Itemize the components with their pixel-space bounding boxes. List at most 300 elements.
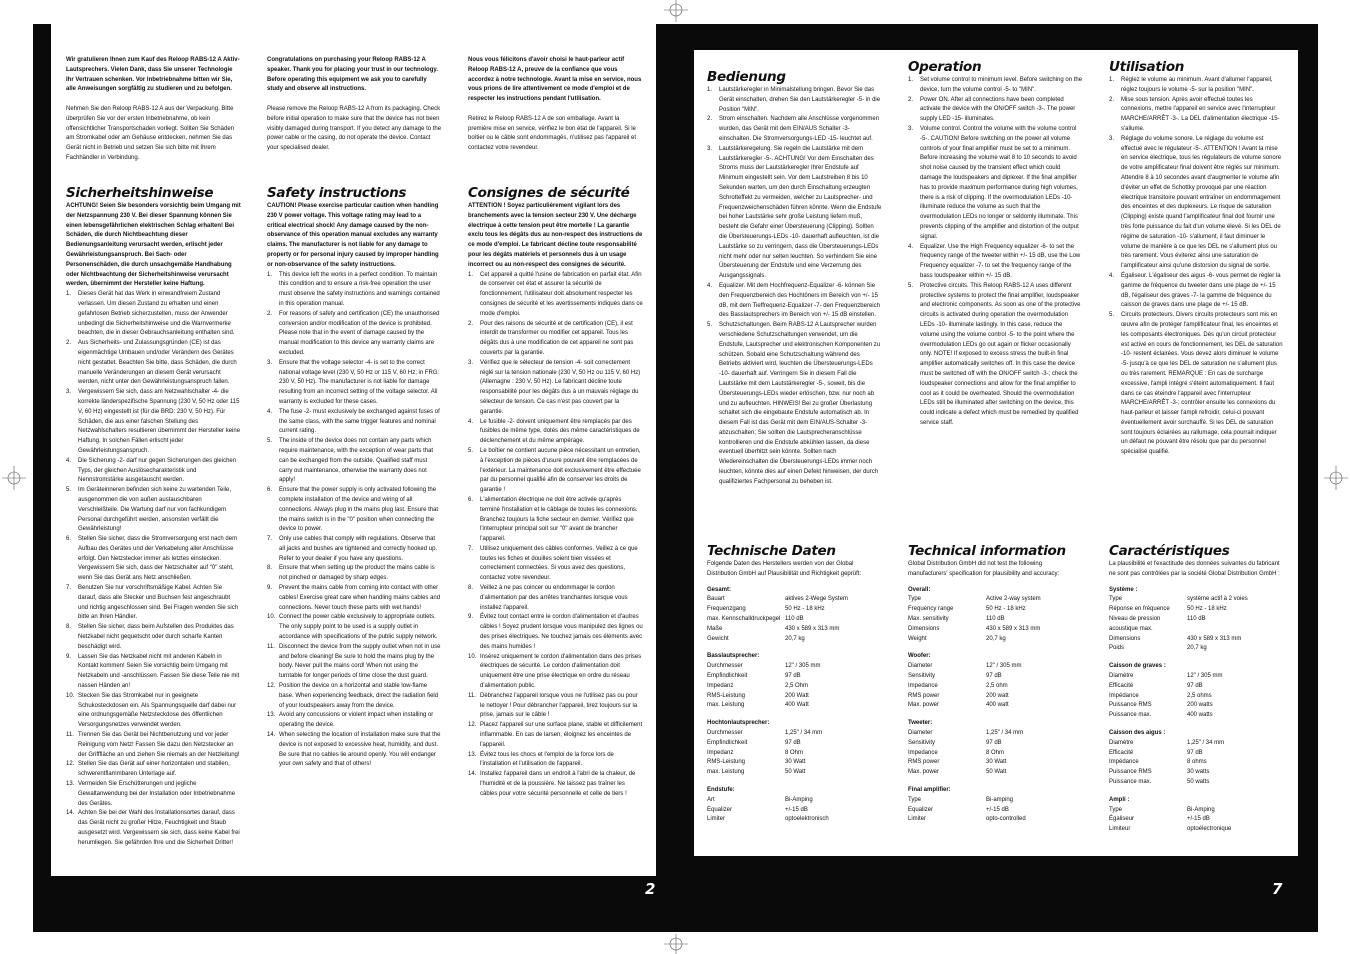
spec-label: Sensitivity [908,672,936,679]
list-item-number: 11. [267,643,275,650]
specs-french-table [1109,586,1284,835]
spec-row [707,635,882,645]
spec-value: 110 dB [1187,615,1206,622]
spec-row [908,682,1083,692]
spec-group-title: Caisson de graves : [1109,663,1166,670]
list-item [66,692,241,731]
spec-value: 30 watts [1187,769,1210,776]
list-item-number: 2. [267,310,273,317]
list-item-text: Connect the power cable exclusively to appropriate outlets. The only supply point to be used is a supply outlet in accordance with specifications of the public supply network. [279,614,438,641]
list-item-number: 8. [267,565,273,572]
list-item [66,388,241,457]
list-item-text: Ensure that the voltage selector -4- is set to the correct national voltage level (230 V, 50 Hz or 115 V, 60 Hz; in FRG: 230 V, 50 Hz). The manufacturer is not liable for damage resulting from an incorrect setting of the voltage selector. All warranty is excluded for these cases. [279,359,440,405]
list-item [267,437,442,486]
spec-row [1109,692,1284,702]
spec-row [707,796,882,806]
list-item-text: The inside of the device does not contain any parts which require maintenance, with the exception of wear parts that can be exchanged from the outside. Qualified staff must carry out maintenance, otherwise the warranty does not apply! [279,438,434,484]
list-item [468,320,643,359]
frame-left-bar [33,24,51,932]
list-item-text: Le boîtier ne contient aucune pièce nécessitant un entretien, à l'exception de pièces d'usure pouvant être remplacées de l'extérieur. La maintenance doit exclusivement être effectuée par du personnel qualifié afin de conserver les droits de garantie ! [480,447,641,494]
intro-german-lead: Wir gratulieren Ihnen zum Kauf des Reloop RABS-12 A Aktiv-Lautsprechers. Vielen Dank, dass Sie unserer Technologie Ihr Vertrauen schenken. Vor Inbetriebnahme bitten wir Sie, alle Anweisungen sorgfältig zu studieren und zu befolgen. [66,57,240,93]
list-item [468,496,643,545]
list-item-number: 2. [1109,96,1115,103]
list-item [1109,135,1284,272]
spec-row [908,796,1083,806]
safety-french-title: Consignes de sécurité [468,185,630,201]
spec-label: Dimensions [908,625,940,632]
list-item-number: 4. [468,418,474,425]
list-item-number: 12. [66,761,75,768]
list-item-number: 12. [267,683,276,690]
spec-value: +/-15 dB [785,806,808,813]
spec-row [1109,711,1284,721]
spec-value: 2,5 ohm [986,682,1008,689]
spec-group-title: Tweeter: [908,720,933,727]
list-item-number: 5. [1109,312,1115,319]
spec-row [1109,778,1284,788]
list-item-number: 5. [267,438,273,445]
list-item-text: Strom einschalten. Nachdem alle Anschlüsse vorgenommen wurden, das Gerät mit dem EIN/AUS Schalter -3- einschalten. Die Stromversorgungs-LED -15- leuchtet auf. [719,116,880,142]
list-item-text: Vérifiez que le sélecteur de tension -4- soit correctement réglé sur la tension nationale (230 V, 50 Hz ou 115 V, 60 Hz) (Allemagne : 230 V, 50 Hz). Le fabricant décline toute responsabilité pour les dégâts dus à un mauvais réglage du sélecteur de tension. Ce cas n'est pas couvert par la garantie. [480,359,641,415]
spec-value: 50 Watt [785,769,806,776]
spec-value: 110 dB [986,615,1005,622]
spec-label: Empfindlichkeit [707,672,748,679]
list-item-text: Achten Sie bei der Wahl des Installationsortes darauf, dass das Gerät nicht zu großer Hitze, Feuchtigkeit und Staub ausgesetzt wird. Vergewissern sie sich, dass keine Kabel frei herumliegen. Sie gefährden Ihre und die Sicherheit Dritter! [78,810,240,846]
list-item-number: 4. [707,282,713,289]
spec-label: Diameter [908,729,933,736]
list-item [267,643,442,682]
list-item-number: 4. [267,408,273,415]
spec-row [707,595,882,605]
spec-label: Limiter [908,816,927,823]
spec-row [707,739,882,749]
registration-mark-right [1324,466,1348,490]
list-item [468,359,643,418]
list-item-text: Cet appareil a quitté l'usine de fabrication en parfait état. Afin de conserver cet état et assurer la sécurité de fonctionnement, l'utilisateur doit absolument respecter les consignes de sécurité et les avertissements indiqués dans ce mode d'emploi. [480,271,643,317]
list-item-number: 8. [468,585,474,592]
spec-label: Impedance [908,682,938,689]
spec-group [707,786,882,825]
operation-english-title: Operation [908,59,982,75]
spec-value: 430 x 589 x 313 mm [785,625,840,632]
list-item-text: Stellen Sie sicher, dass beim Aufstellen des Produktes das Netzkabel nicht gequetscht oder durch scharfe Kanten beschädigt wird. [78,624,234,650]
list-item-text: Im Geräteinneren befinden sich keine zu wartenden Teile, ausgenommen die von außen austauschbaren Verschleißteile. Die Wartung darf nur von fachkundigem Personal durchgeführt werden, ansonsten verfällt die Gewährleistung! [78,487,231,533]
list-item [468,692,643,721]
list-item-number: 1. [66,291,72,298]
list-item [707,115,882,144]
spec-group [707,652,882,711]
spec-value: 20,7 kg [986,635,1006,642]
registration-mark-top [664,0,688,22]
spec-value: 2,5 Ohm [785,682,809,689]
spec-row [707,815,882,825]
spec-label: Poids [1109,645,1125,652]
spec-group [908,719,1083,778]
spec-label: Equalizer [908,806,934,813]
spec-group-title: Overall: [908,586,931,593]
list-item-number: 7. [66,585,72,592]
spec-value: 430 x 589 x 313 mm [986,625,1041,632]
list-item [267,711,442,731]
spec-value: 50 watts [1187,778,1210,785]
list-item-number: 5. [468,447,474,454]
list-item-number: 2. [908,96,914,103]
list-item [908,282,1083,429]
list-item-text: Lautstärkeregler in Minimalstellung bringen. Bevor Sie das Gerät einschalten, drehen Sie den Lautstärkeregler -5- in die Position "MIN". [719,87,881,113]
specs-french-note: La plausibilité et l'exactitude des données suivantes du fabricant ne sont pas contrôlées par la société Global Distribution GmbH : [1109,561,1280,577]
list-item [468,271,643,320]
list-item-text: Pour des raisons de sécurité et de certification (CE), il est interdit de transformer ou modifier cet appareil. Tous les dégâts dus à une modification de cet appareil ne sont pas couverts par la garantie. [480,320,634,356]
spec-group-title: Basslautsprecher: [707,653,760,660]
spec-label: Type [1109,596,1123,603]
frame-right-bottom-bar [656,856,1318,932]
spec-value: 97 dB [986,672,1002,679]
operation-german-list [707,86,882,488]
spec-row [908,758,1083,768]
spec-row [908,701,1083,711]
spec-row [1109,635,1284,645]
list-item-text: Dieses Gerät hat das Werk in einwandfreiem Zustand verlassen. Um diesen Zustand zu erhalten und einen gefahrlosen Betrieb sicherzustellen, muss der Anwender unbedingt die Sicherheitshinweise und die Warnvermerke beachten, die in dieser Gebrauchsanleitung enthalten sind. [78,291,235,337]
list-item-number: 11. [468,692,476,699]
list-item-number: 2. [66,340,72,347]
list-item-text: Avoid any concussions or violent impact when installing or operating the device. [279,712,434,729]
list-item-text: Trennen Sie das Gerät bei Nichtbenutzung und vor jeder Reinigung vom Netz! Fassen Sie dazu den Netzstecker an der Grifffläche an und ziehen Sie niemals an der Netzleitung! [78,732,240,758]
spec-value: 8 Ohm [785,749,804,756]
spec-row [1109,825,1284,835]
spec-label: Impédance [1109,692,1139,699]
spec-row [707,625,882,635]
safety-german-list [66,290,241,848]
list-item-number: 9. [267,585,273,592]
spec-value: système actif à 2 voies [1187,596,1248,603]
list-item-text: Insérez uniquement le cordon d'alimentation dans des prises électriques de sécurité. Le cordon d'alimentation doit uniquement être une prise électrique en ordre du réseau d'alimentation public. [480,653,642,690]
list-item-number: 10. [468,653,477,660]
list-item [468,653,643,692]
spec-label: Frequency range [908,606,954,613]
frame-gutter [656,24,694,932]
spec-label: Durchmesser [707,729,743,736]
spec-label: Empfindlichkeit [707,739,748,746]
spec-label: Dimensions [1109,635,1141,642]
spec-row [1109,644,1284,654]
spec-value: 20,7 kg [1187,645,1207,652]
spec-group-title: Hochtonlautsprecher: [707,720,770,727]
list-item [66,731,241,760]
spec-label: Impedanz [707,749,734,756]
safety-english-list [267,271,442,771]
list-item [66,457,241,486]
list-item-text: Égaliseur. L'égaliseur des aigus -6- vous permet de régler la gamme de fréquence du tweeter dans une plage de +/- 15 dB, l'égaliseur des graves -7- la gamme de fréquence du caisson de graves dans une plage de +/- 15 dB. [1121,272,1281,309]
list-item [908,96,1083,125]
list-item-text: Mise sous tension. Après avoir effectué toutes les connexions, mettre l'appareil en service avec l'interrupteur MARCHE/ARRÊT -3-. La DEL d'alimentation électrique -15- s'allume. [1121,96,1280,132]
spec-row [1109,749,1284,759]
list-item-text: Only use cables that comply with regulations. Observe that all jacks and bushes are tightened and correctly hooked up. Refer to your dealer if you have any questions. [279,536,438,562]
spec-group [908,586,1083,645]
spec-group-title: Woofer: [908,653,931,660]
list-item-text: For reasons of safety and certification (CE) the unauthorised conversion and/or modification of the device is prohibited. Please note that in the event of damage caused by the manual modification to this device any warranty claims are excluded. [279,310,440,356]
spec-label: Frequenzgang [707,606,746,613]
spec-label: max. Leistung [707,769,745,776]
safety-english-warning: CAUTION! Please exercise particular caution when handling 230 V power voltage. This voltage rating may lead to a critical electrical shock! Any damage caused by the non-observance of this operation manual excludes any warranty claims. The manufacturer is not liable for any damage to property or for personal injury caused by improper handling or non-observance of the safety instructions. [267,203,439,268]
safety-french-list [468,271,643,800]
spec-value: opto-controlled [986,816,1026,823]
list-item-text: L'alimentation électrique ne doit être activée qu'après terminé l'installation et le câblage de toutes les connexions. Branchez toujours la fiche secteur en dernier. Vérifiez que l'interrupteur principal soit sur "0" avant de brancher l'appareil. [480,496,638,543]
safety-english [267,186,442,836]
list-item-text: Évitez tous les chocs et l'emploi de la force lors de l'installation et l'utilisation de l'appareil. [480,751,614,768]
list-item-number: 6. [267,487,273,494]
list-item-text: Ensure that the power supply is only activated following the complete installation of the device and wiring of all connections. Always plug in the mains plug last. Ensure that the mains switch is in the "0" position when connecting the device to power. [279,487,439,533]
list-item [267,408,442,437]
list-item-number: 3. [468,359,474,366]
spec-label: Efficacité [1109,749,1134,756]
intro-english-lead: Congratulations on purchasing your Reloop RABS-12 A speaker. Thank you for placing your trust in our technology. Before operating this equipment we ask you to carefully study and observe all instructions. [267,57,438,93]
specs-english [908,544,1083,848]
safety-english-title: Safety instructions [267,185,407,201]
list-item [267,535,442,564]
list-item-text: This device left the works in a perfect condition. To maintain this condition and to ensure a risk-free operation the user must observe the safety instructions and warnings contained in this operation manual. [279,271,440,307]
list-item-number: 9. [468,614,474,621]
spec-row [707,692,882,702]
list-item-number: 12. [468,722,477,729]
list-item-number: 13. [468,751,477,758]
spec-value: 2,5 ohms [1187,692,1212,699]
spec-label: Max. sensitivity [908,615,949,622]
spec-row [1109,615,1284,635]
spec-row [908,749,1083,759]
list-item [267,731,442,770]
specs-french-title: Caractéristiques [1109,543,1230,559]
list-item-number: 14. [468,771,477,778]
spec-row [908,806,1083,816]
spec-row [908,605,1083,615]
spec-row [707,672,882,682]
list-item-number: 10. [66,692,75,699]
spec-group-title: Système : [1109,586,1138,593]
list-item-text: Benutzen Sie nur vorschriftsmäßige Kabel. Achten Sie darauf, dass alle Stecker und Buchsen fest angeschraubt und richtig angeschlossen sind. Bei Fragen wenden Sie sich bitte an Ihren Händler. [78,585,239,621]
list-item-number: 3. [66,389,72,396]
spec-row [1109,672,1284,682]
list-item-text: Position the device on a horizontal and stable low-flame base. When experiencing feedback, direct the radiation field of your loudspeakers away from the device. [279,683,439,709]
list-item-text: Utilisez uniquement des câbles conformes. Veillez à ce que toutes les fiches et douilles soient bien vissées et correctement connectées. Si vous avez des questions, contactez votre revendeur. [480,545,638,582]
list-item-number: 3. [707,145,713,152]
spec-row [908,595,1083,605]
list-item [267,310,442,359]
spec-label: Impedanz [707,682,734,689]
list-item-number: 8. [66,624,72,631]
list-item-number: 5. [707,322,713,329]
list-item [66,760,241,780]
spec-row [908,625,1083,635]
spec-value: 1,25" / 34 mm [986,729,1024,736]
spec-value: +/-15 dB [986,806,1009,813]
list-item [468,545,643,584]
intro-english [267,56,442,168]
list-item-text: Ensure that when setting up the product the mains cable is not pinched or damaged by sharp edges. [279,565,435,582]
spec-value: 8 Ohm [986,749,1005,756]
spec-value: 30 Watt [986,759,1007,766]
list-item-text: Veillez à ne pas coincer ou endommager le cordon d'alimentation par des arrêtes tranchantes lorsque vous installez l'appareil. [480,585,628,611]
spec-value: 1,25" / 34 mm [785,729,823,736]
list-item-number: 6. [468,496,474,503]
spec-label: Weight [908,635,927,642]
list-item-number: 1. [707,87,713,93]
spec-row [908,815,1083,825]
list-item-number: 14. [66,810,75,817]
registration-mark-left [2,466,26,490]
list-item [468,751,643,771]
operation-english [908,60,1083,526]
specs-english-note: Global Distribution GmbH did not test the following manufacturers' specification for plausibility and accuracy: [908,561,1060,577]
list-item-number: 1. [908,77,914,83]
spec-label: Puissance RMS [1109,702,1152,709]
list-item-number: 6. [66,536,72,543]
operation-french-list [1109,76,1284,458]
spec-label: Bauart [707,596,725,603]
list-item-text: Vergewissern Sie sich, dass am Netzwahlschalter -4- die korrekte länderspezifische Spannung (230 V, 50 Hz oder 115 V, 60 Hz) eingestellt ist (für die BRD: 230 V, 50 Hz). Für Schäden, die aus einer falschen Stellung des Netzwahlschalters resultieren übernimmt der Hersteller keine Haftung. In solchen Fällen erlischt jeder Gewährleistungsanspruch. [78,389,241,454]
list-item [468,770,643,799]
list-item-text: Equalizer. Mit dem Hochfrequenz-Equalizer -6- können Sie den Frequenzbereich des Hochtöners im Bereich von +/- 15 dB, mit dem Tieffrequenz-Equalizer -7- den Frequenzbereich des Basslautsprechers im Bereich von +/- 15 dB einstellen. [719,282,880,319]
list-item-number: 2. [707,116,713,123]
spec-row [908,729,1083,739]
spec-row [908,672,1083,682]
operation-german [707,70,882,526]
spec-label: Réponse en fréquence [1109,606,1170,613]
spec-row [1109,768,1284,778]
spec-label: Puissance RMS [1109,769,1152,776]
list-item-text: Installez l'appareil dans un endroit à l'abri de la chaleur, de l'humidité et de la poussière. Ne laissez pas traîner les câbles pour votre sécurité personnelle et celle de tiers ! [480,771,636,797]
spec-label: Diamètre [1109,739,1134,746]
spec-value: optoelektronisch [785,816,829,823]
spec-label: RMS power [908,759,940,766]
spec-row [1109,815,1284,825]
spec-label: Sensitivity [908,739,936,746]
list-item-text: Set volume control to minimum level. Before switching on the device, turn the volume control -5- to "MIN". [920,77,1083,93]
spec-value: 400 Watt [785,702,809,709]
spec-value: 20,7 kg [785,635,805,642]
spec-label: Efficacité [1109,682,1134,689]
spec-group [1109,662,1284,721]
list-item [267,486,442,535]
spec-value: 50 Hz - 18 kHz [1187,606,1227,613]
frame-right-bar [1298,24,1318,932]
list-item-text: Schutzschaltungen. Beim RABS-12 A Lautsprecher wurden verschiedene Schutzschaltungen verwendet, um die Endstufe, Lautsprecher und elektronischen Komponenten zu schützen. Sobald eine Schutzschaltung während des Betriebs aktiviert wird, leuchten die Übersteuerungs-LEDs -10- dauerhaft auf. Verringern Sie in diesem Fall die Lautstärke mit dem Lautstärkeregler -5-, soweit, bis die Übersteuerungs-LEDs wieder erlöschen, bzw. nur noch ab und zu aufleuchten. HINWEIS! Bei zu großer Überlastung schaltet sich die eingebaute Endstufe automatisch ab. In diesem Fall ist das Gerät mit dem EIN/AUS-Schalter -3- abzuschalten; Sie sollten die Lautsprecheranschlüsse kontrollieren und die Endstufe abkühlen lassen, da diese eventuell überhitzt sein könnte. Sollten nach Wiedereinschalten die Übersteuerungs-LEDs immer noch leuchten, könnte dies auf einen Defekt hinweisen, der durch qualifiziertes Fachpersonal zu beheben ist. [719,322,881,485]
list-item [66,623,241,652]
list-item [468,613,643,652]
list-item-text: When selecting the location of installation make sure that the device is not exposed to excessive heat, humidity, and dust. Be sure that no cables lie around openly. You will endanger your own safety and that of others! [279,732,441,768]
list-item-text: Le fusible -2- doivent uniquement être remplacés par des fusibles de même type, dotés des même caractéristiques de déclenchement et du même ampérage. [480,418,640,445]
spec-value: 97 dB [986,739,1002,746]
spec-group [908,786,1083,825]
safety-german-warning: ACHTUNG! Seien Sie besonders vorsichtig beim Umgang mit der Netzspannung 230 V. Bei dieser Spannung können Sie einen lebensgefährlichen elektrischen Schlag erhalten! Bei Schäden, die durch Nichtbeachtung dieser Bedienungsanleitung verursacht werden, erlischt jeder Gewährleistungsanspruch. Bei Sach- oder Personenschäden, die durch unsachgemäße Handhabung oder Nichtbeachtung der Sicherheitshinweise verursacht werden, übernimmt der Hersteller keine Haftung. [66,203,241,288]
list-item [66,290,241,339]
spec-row [1109,701,1284,711]
spec-label: Limiteur [1109,826,1131,833]
spec-row [908,615,1083,625]
spec-row [1109,739,1284,749]
intro-french-lead: Nous vous félicitons d'avoir choisi le haut-parleur actif Reloop RABS-12 A, preuve de la confiance que vous accordez à notre technologie. Avant la mise en service, nous vous prions de lire attentivement ce mode d'emploi et de respecter les instructions pendant l'utilisation. [468,57,642,103]
list-item-text: Protective circuits. This Reloop RABS-12 A uses different protective systems to protect the final amplifier, loudspeaker and electronic components. As soon as one of the protective circuits is activated during operation the overmodulation LEDs -10- illuminate lastingly. In this case, reduce the volume using the volume control -5- to the point where the overmodulation LEDs go out again or flicker occasionally only. NOTE! If exposed to excess stress the built-in final amplifier automatically switches off. In this case the device must be switched off with the ON/OFF switch -3-; check the loudspeaker connections and allow for the final amplifier to cool as it could be overheated. Should the overmodulation LEDs still be illuminated after switching on the device, this could indicate a defect which must be remedied by qualified service staff. [920,282,1081,426]
spec-label: Max. power [908,702,940,709]
spec-value: 200 Watt [785,692,809,699]
operation-french [1109,60,1284,526]
spec-row [908,692,1083,702]
spec-group [1109,796,1284,835]
page-number-right: 7 [1272,880,1283,898]
spec-row [707,662,882,672]
operation-german-title: Bedienung [707,69,786,85]
spec-value: Active 2-way system [986,596,1041,603]
list-item [707,282,882,321]
spec-value: 97 dB [785,739,801,746]
spec-group [707,719,882,778]
spec-group-title: Ampli : [1109,796,1130,803]
list-item-text: Volume control. Control the volume with the volume control -5-. CAUTION! Before switching on the power all volume controls of your final amplifier must be set to a minimum. Before increasing the volume wait 8 to 10 seconds to avoid shot noise caused by the transient effect which could damage the loudspeakers and diplexer. If the final amplifier has to provide maximum performance during high volumes, there is a risk of clipping. If the overmodulation LEDs -10- illuminate reduce the volume as such that the overmodulation LEDs no longer or seldomly illuminate. This prevents clipping of the amplifier and distortion of the output signal. [920,125,1079,240]
list-item [908,243,1083,282]
list-item [468,721,643,750]
list-item [707,321,882,488]
spec-label: Impedance [908,749,938,756]
spec-value: 12" / 305 mm [986,663,1022,670]
list-item-text: The fuse -2- must exclusively be exchanged against fuses of the same class, with the same trigger features and nominal current rating. [279,408,440,435]
list-item-number: 7. [267,536,273,543]
list-item-number: 4. [908,243,914,250]
spec-value: +/-15 dB [1187,816,1210,823]
spec-value: 430 x 589 x 313 mm [1187,635,1242,642]
list-item-number: 3. [267,359,273,366]
spec-row [707,605,882,615]
list-item-number: 4. [66,457,72,464]
spec-value: 400 watt [986,702,1009,709]
spec-label: Type [908,596,922,603]
list-item-text: Stecken Sie das Stromkabel nur in geeignete Schukosteckdosen ein. Als Spannungsquelle darf dabei nur eine ordnungsgemäße Netzsteckdose des öffentlichen Versorgungsnetzes verwendet werden. [78,692,237,729]
spec-label: Type [1109,806,1123,813]
spec-row [908,662,1083,672]
list-item-number: 9. [66,653,72,660]
intro-german [66,56,241,168]
specs-english-title: Technical information [908,543,1066,559]
spec-group-title: Endstufe: [707,786,735,793]
list-item [1109,272,1284,311]
list-item-text: Lassen Sie das Netzkabel nicht mit anderen Kabeln in Kontakt kommen! Seien Sie vorsichtig beim Umgang mit Netzkabeln und -anschlüssen. Fassen Sie diese Teile nie mit nassen Händen an! [78,653,240,690]
list-item [66,780,241,809]
list-item [908,125,1083,243]
spec-row [1109,806,1284,816]
spec-row [908,635,1083,645]
spec-row [707,701,882,711]
list-item [908,76,1083,96]
spec-group-title: Final amplifier: [908,786,951,793]
spec-value: 50 Hz - 18 kHz [785,606,825,613]
spec-group [1109,729,1284,788]
list-item [707,86,882,115]
list-item [1109,311,1284,458]
list-item-number: 13. [66,781,75,788]
spec-value: Bi-Amping [1187,806,1215,813]
frame-left-bottom-bar [33,876,657,932]
list-item-number: 2. [468,320,474,327]
specs-french [1109,544,1284,848]
spec-value: 97 dB [1187,682,1203,689]
spec-label: Puissance max. [1109,778,1152,785]
specs-german [707,544,882,848]
list-item [267,584,442,613]
spec-label: RMS-Leistung [707,759,746,766]
spec-value: 8 ohms [1187,759,1207,766]
intro-german-body: Nehmen Sie den Reloop RABS-12 A aus der Verpackung. Bitte überprüfen Sie vor der ersten Inbetriebnahme, ob kein offensichtlicher Transportschaden vorliegt. Sollten Sie Schäden am Stromkabel oder am Gehäuse entdecken, nehmen Sie das Gerät nicht in Betrieb und setzen Sie sich bitte mit Ihrem Fachhändler in Verbindung. [66,105,234,161]
spec-group [707,586,882,645]
spec-row [707,768,882,778]
spec-row [908,768,1083,778]
